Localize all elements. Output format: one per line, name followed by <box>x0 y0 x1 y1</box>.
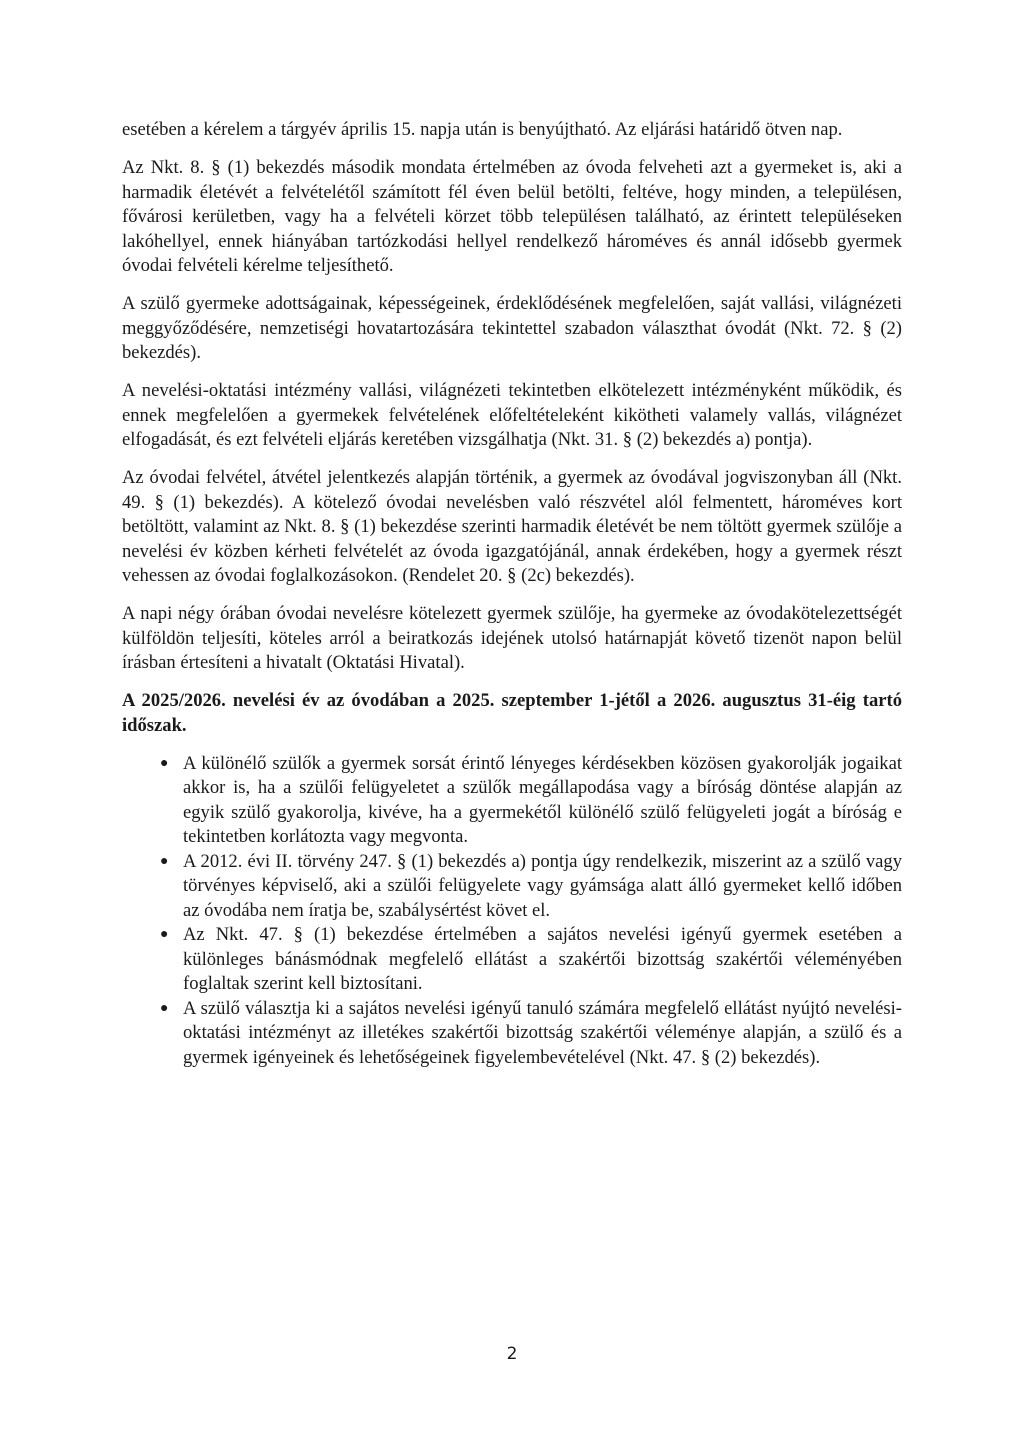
bullet-icon: ● <box>160 927 169 942</box>
list-item-text: A különélő szülők a gyermek sorsát érintő lényeges kérdésekben közösen gyakorolják jogaikat akkor is, ha a szülői felügyeletet a szülők megállapodása vagy a bíróság döntése alapján az egyik szülő gyakorolja, kivéve, ha a gyermekétől különélő szülő felügyeleti jogát a bíróság e tekintetben korlátozta vagy megvonta. <box>183 752 902 847</box>
bold-heading-school-year: A 2025/2026. nevelési év az óvodában a 2025. szeptember 1-jétől a 2026. augusztus 31-éig tartó időszak. <box>122 690 902 736</box>
list-item <box>160 850 902 924</box>
list-item-text: A 2012. évi II. törvény 247. § (1) bekezdés a) pontja úgy rendelkezik, miszerint az a szülő vagy törvényes képviselő, aki a szülői felügyelete vagy gyámsága alatt álló gyermeket kellő időben az óvodába nem íratja be, szabálysértést követ el. <box>183 850 902 921</box>
list-item <box>160 752 902 850</box>
document-page <box>122 118 902 1070</box>
list-item-text: A szülő választja ki a sajátos nevelési igényű tanuló számára megfelelő ellátást nyújtó nevelési-oktatási intézményt az illetékes szakértői bizottság szakértői véleménye alapján, a szülő és a gyermek igényeinek és lehetőségeinek figyelembevételével (Nkt. 47. § (2) bekezdés). <box>183 997 902 1068</box>
list-item-text: Az Nkt. 47. § (1) bekezdése értelmében a sajátos nevelési igényű gyermek esetében a különleges bánásmódnak megfelelő ellátást a szakértői bizottság szakértői véleményében foglaltak szerint kell biztosítani. <box>183 924 902 994</box>
list-item <box>160 997 902 1071</box>
page-number: 2 <box>506 1344 518 1364</box>
bullet-icon: ● <box>160 1000 169 1016</box>
paragraph-religious-institution: A nevelési-oktatási intézmény vallási, világnézeti tekintetben elkötelezett intézményként működik, és ennek megfelelően a gyermekek felvételének előfeltételeként kikötheti valamely vallás, világnézet elfogadását, és ezt felvételi eljárás keretében vizsgálhatja (Nkt. 31. § (2) bekezdés a) pontja). <box>122 380 902 450</box>
paragraph-admission-transfer: Az óvodai felvétel, átvétel jelentkezés alapján történik, a gyermek az óvodával jogviszonyban áll (Nkt. 49. § (1) bekezdés). A kötelező óvodai nevelésben való részvétel alól felmentett, hároméves kort betöltött, valamint az Nkt. 8. § (1) bekezdése szerinti harmadik életévét be nem töltött gyermek szülője a nevelési év közben kérheti felvételét az óvoda igazgatójánál, annak érdekében, hogy a gyermek részt vehessen az óvodai foglalkozásokon. (Rendelet 20. § (2c) bekezdés). <box>122 467 902 586</box>
list-item <box>160 923 902 997</box>
bullet-icon: ● <box>160 755 169 771</box>
paragraph-early-admission: Az Nkt. 8. § (1) bekezdés második mondata értelmében az óvoda felveheti azt a gyermeket is, aki a harmadik életévét a felvételétől számított fél éven belül betölti, feltéve, hogy minden, a településen, fővárosi kerületben, vagy ha a felvételi körzet több településen található, az érintett településeken lakóhellyel, ennek hiányában tartózkodási hellyel rendelkező hároméves és annál idősebb gyermek óvodai felvételi kérelme teljesíthető. <box>122 157 902 276</box>
bullet-list <box>122 752 902 1071</box>
paragraph-application-deadline: esetében a kérelem a tárgyév április 15. napja után is benyújtható. Az eljárási határidő ötven nap. <box>122 119 843 140</box>
bullet-icon: ● <box>160 853 169 869</box>
paragraph-free-choice: A szülő gyermeke adottságainak, képességeinek, érdeklődésének megfelelően, saját vallási, világnézeti meggyőződésére, nemzetiségi hovatartozására tekintettel szabadon választhat óvodát (Nkt. 72. § (2) bekezdés). <box>122 293 902 363</box>
paragraph-abroad-notification: A napi négy órában óvodai nevelésre kötelezett gyermek szülője, ha gyermeke az óvodakötelezettségét külföldön teljesíti, köteles arról a beiratkozás idejének utolsó határnapját követő tizenöt napon belül írásban értesíteni a hivatalt (Oktatási Hivatal). <box>122 603 902 673</box>
